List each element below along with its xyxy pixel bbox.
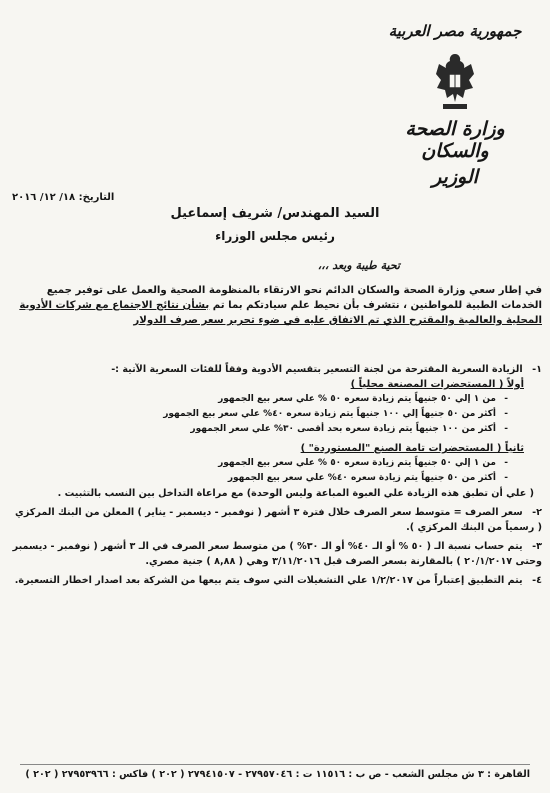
intro-text: في إطار سعي وزارة الصحة والسكان الدائم نحو الارتقاء بالمنظومة الصحية والعمل على توفير جميع الخدمات الطبية للمواطنين ، نتشرف بأن نحيط علم سيادتكم بما تم xyxy=(46,285,542,311)
list-item: - من ١ إلي ٥٠ جنيهاً يتم زيادة سعره ٥٠ % علي سعر بيع الجمهور xyxy=(10,392,542,407)
list-item xyxy=(10,362,542,377)
list-item xyxy=(10,505,542,535)
letterhead-ministry: وزارة الصحة والسكان xyxy=(405,118,505,162)
group2-heading: ثانياً ( المستحضرات تامة الصنع "المستوردة" ) xyxy=(300,443,524,454)
list-item xyxy=(10,539,542,569)
letterhead-office: الوزير xyxy=(432,166,478,188)
letter-date: التاريخ: ١٨/ ١٢/ ٢٠١٦ xyxy=(12,192,115,203)
group1-heading: أولاً ( المستحضرات المصنعة محلياً ) xyxy=(350,379,524,390)
group-heading xyxy=(10,441,542,456)
items-list xyxy=(10,362,542,588)
recipient-title: رئيس مجلس الوزراء xyxy=(215,229,335,243)
list-item: - من ١ إلي ٥٠ جنيهاً يتم زيادة سعره ٥٠ % علي سعر بيع الجمهور xyxy=(10,456,542,471)
letterhead-country: جمهورية مصر العربية xyxy=(388,22,522,40)
footer-address: القاهرة : ٣ ش مجلس الشعب - ص ب : ١١٥١٦ ت : ٢٧٩٥٧٠٤٦ - ٢٧٩٤١٥٠٧ ( ٢٠٢ ) فاكس : ٢٧٩٥٣٩٦٦ ( ٢٠٢ ) xyxy=(20,764,530,780)
eagle-emblem-icon xyxy=(431,50,479,114)
item-number: ٣- xyxy=(532,541,542,552)
intro-paragraph xyxy=(10,283,542,328)
item-text: سعر الصرف = متوسط سعر الصرف خلال فترة ٣ أشهر ( نوفمبر - ديسمبر - يناير ) المعلن من البنك المركزي ( رسمياً من البنك المركزي ). xyxy=(15,507,542,533)
item-number: ٤- xyxy=(532,575,542,586)
group-heading xyxy=(10,377,542,392)
intro-underlined-text: بشأن نتائج الاجتماع مع شركات الأدوية المحلية والعالمية والمقترح الذي تم الاتفاق عليه في ضوء تحرير سعر صرف الدولار xyxy=(19,300,542,326)
recipient-block xyxy=(0,206,550,243)
item-text: يتم التطبيق إعتباراً من ١/٢/٢٠١٧ علي التشغيلات التي سوف يتم بيعها من الشركة بعد اصدار اخطار التسعيرة. xyxy=(14,575,523,586)
recipient-name: السيد المهندس/ شريف إسماعيل xyxy=(170,206,380,221)
pricing-note: ( علي أن تطبق هذه الزيادة علي العبوة المباعة وليس الوحدة) مع مراعاة التداخل بين النسب بالتثبيت . xyxy=(57,488,534,499)
greeting: تحية طيبة وبعد ،،، xyxy=(317,259,400,272)
letterhead xyxy=(370,8,540,188)
list-item: - أكثر من ٥٠ جنيهاً يتم زيادة سعره ٤٠% علي سعر بيع الجمهور xyxy=(10,471,542,486)
list-item xyxy=(10,573,542,588)
item-number: ٢- xyxy=(532,507,542,518)
item-number: ١- xyxy=(532,364,542,375)
item-text: الزيادة السعرية المقترحة من لجنة التسعير بتقسيم الأدوية وفقاً للفئات السعرية الآتية :- xyxy=(111,364,523,375)
list-item: - أكثر من ١٠٠ جنيهاً يتم زيادة سعره بحد أقصى ٣٠% علي سعر الجمهور xyxy=(10,422,542,437)
item-text: يتم حساب نسبة الـ ( ٥٠ % أو الـ ٤٠% أو الـ ٣٠% ) من متوسط سعر الصرف في الـ ٣ أشهر ( نوفمبر - ديسمبر وحتى ٢٠/١/٢٠١٧ ) بالمقارنة بسعر الصرف قبل ٣/١١/٢٠١٦ وهي ( ٨,٨٨ ) جنية مصري. xyxy=(12,541,542,567)
list-item: - أكثر من ٥٠ جنيهاً إلي ١٠٠ جنيهاً يتم زيادة سعره ٤٠% علي سعر بيع الجمهور xyxy=(10,407,542,422)
